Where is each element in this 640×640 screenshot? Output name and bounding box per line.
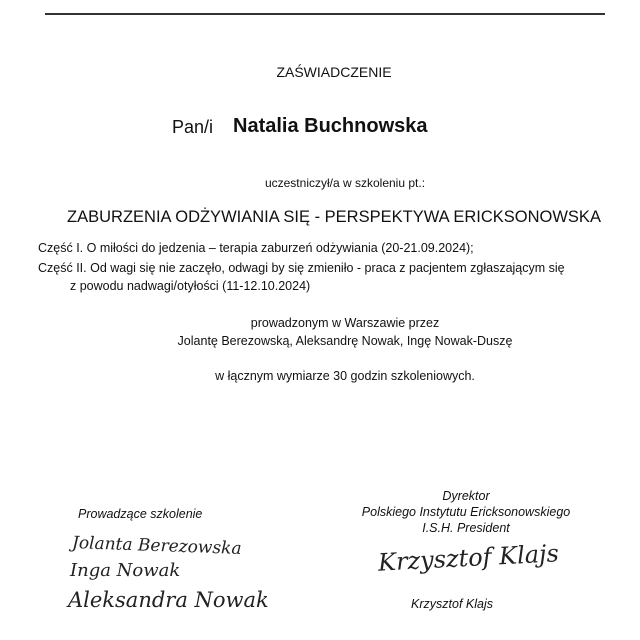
institute-name: Polskiego Instytutu Ericksonowskiego bbox=[361, 505, 571, 519]
director-title: Dyrektor bbox=[442, 489, 490, 503]
participation-text: uczestniczył/a w szkoleniu pt.: bbox=[264, 176, 426, 190]
director-name: Krzysztof Klajs bbox=[411, 597, 493, 611]
trainers-label: Prowadzące szkolenie bbox=[78, 507, 203, 521]
signature-jolanta-berezowska: Jolanta Berezowska bbox=[71, 533, 242, 559]
top-rule bbox=[45, 13, 605, 15]
signature-aleksandra-nowak: Aleksandra Nowak bbox=[68, 588, 269, 612]
president-title: I.S.H. President bbox=[422, 521, 510, 535]
signature-krzysztof-klajs: Krzysztof Klajs bbox=[377, 539, 560, 577]
trainers-list: Jolantę Berezowską, Aleksandrę Nowak, Ingę Nowak-Duszę bbox=[177, 334, 513, 348]
held-by-text: prowadzonym w Warszawie przez bbox=[250, 316, 440, 330]
course-part-2-continued: z powodu nadwagi/otyłości (11-12.10.2024) bbox=[70, 279, 311, 293]
certificate-heading: ZAŚWIADCZENIE bbox=[276, 64, 392, 80]
salutation: Pan/i bbox=[172, 117, 214, 137]
recipient-name: Natalia Buchnowska bbox=[233, 115, 428, 137]
signature-inga-nowak: Inga Nowak bbox=[70, 560, 181, 581]
course-part-2: Część II. Od wagi się nie zaczęło, odwagi by się zmieniło - praca z pacjentem zgłaszającym się bbox=[38, 261, 565, 275]
course-part-1: Część I. O miłości do jedzenia – terapia zaburzeń odżywiania (20-21.09.2024); bbox=[38, 241, 474, 255]
hours-text: w łącznym wymiarze 30 godzin szkoleniowych. bbox=[215, 369, 475, 383]
course-title: ZABURZENIA ODŻYWIANIA SIĘ - PERSPEKTYWA ERICKSONOWSKA bbox=[67, 208, 601, 226]
